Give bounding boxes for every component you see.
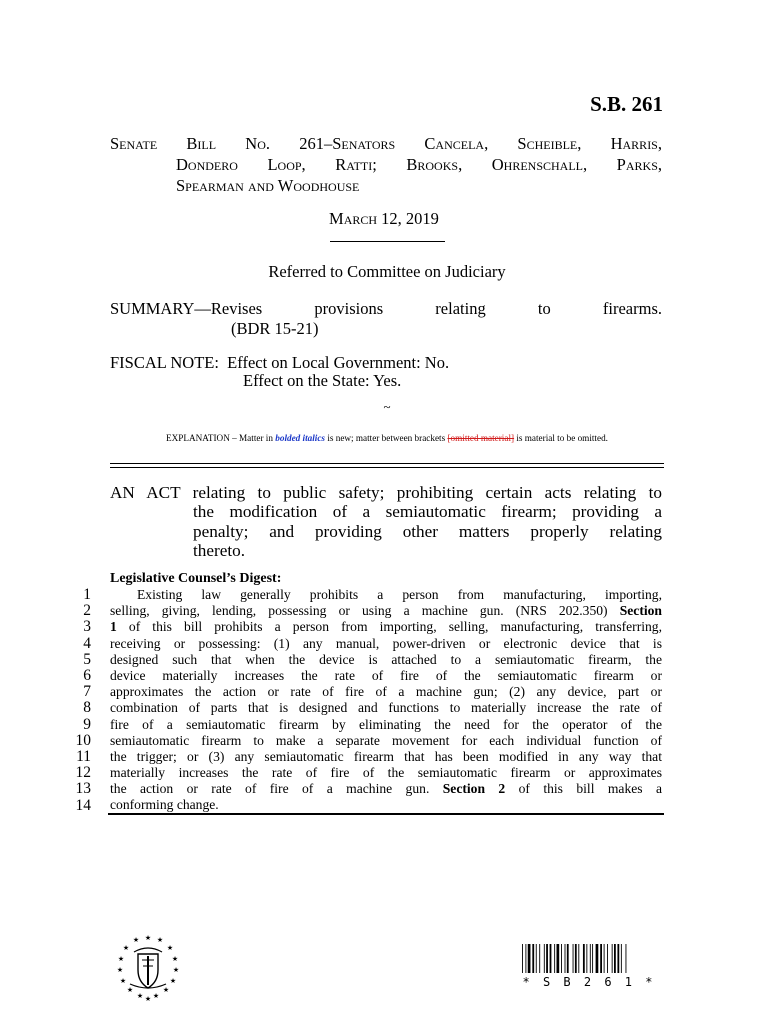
barcode-bar (604, 944, 605, 973)
barcode-bar (617, 944, 619, 973)
barcode-bar (528, 944, 531, 973)
digest-line-numbers (58, 587, 91, 814)
barcode-bar (557, 944, 560, 973)
digest-line: semiautomatic firearm to make a separate movement for each individual function of (110, 732, 662, 748)
barcode-bar (561, 944, 562, 973)
digest-line: Existing law generally prohibits a person from manufacturing, importing, (137, 587, 662, 602)
digest-line: the trigger; or (3) any semiautomatic firearm that has been modified in any way that (110, 748, 662, 764)
svg-text:★: ★ (166, 944, 174, 952)
fiscal-note-line-1: FISCAL NOTE: Effect on Local Government: No. (110, 353, 450, 372)
barcode-bar (600, 944, 602, 973)
barcode-bar (578, 944, 579, 973)
line-number: 8 (83, 699, 91, 717)
sponsors-line-2: Dondero Loop, Ratti; Brooks, Ohrenschall, Parks, (176, 155, 662, 174)
summary-bdr: (BDR 15-21) (231, 319, 319, 338)
line-number: 7 (83, 683, 91, 701)
line-number: 9 (83, 715, 91, 733)
svg-text:★: ★ (162, 986, 170, 994)
section-ref: 1 (110, 619, 117, 635)
digest-line: receiving or possessing: (1) any manual, power-driven or electronic device that is (110, 635, 662, 651)
explanation-prefix: EXPLANATION – Matter in (166, 433, 276, 443)
digest-line: fire of a semiautomatic firearm by eliminating the need for the operator of the (110, 716, 662, 732)
barcode-bar (621, 944, 622, 973)
sponsors-block (110, 133, 662, 196)
act-line-2: the modification of a semiautomatic firearm; providing a (193, 502, 662, 522)
sponsors-line-3: Spearman and Woodhouse (176, 176, 360, 195)
barcode-bar (590, 944, 591, 973)
explanation-suffix: is material to be omitted. (514, 433, 608, 443)
barcode-bar (532, 944, 534, 973)
line-number: 6 (83, 667, 91, 685)
barcode-bar (575, 944, 577, 973)
digest-line: device materially increases the rate of fire of the semiautomatic firearm or (110, 667, 662, 683)
svg-text:★: ★ (136, 992, 144, 1000)
line-number: 10 (75, 731, 91, 749)
act-line-1: AN ACT relating to public safety; prohibiting certain acts relating to (110, 483, 662, 502)
line-number: 14 (75, 796, 91, 814)
explanation-note (0, 433, 768, 443)
svg-text:★: ★ (171, 955, 179, 963)
explanation-middle: is new; matter between brackets (325, 433, 448, 443)
digest-line (110, 781, 662, 797)
line-number: 13 (75, 780, 91, 798)
barcode-bar (607, 944, 608, 973)
svg-text:★: ★ (132, 936, 140, 944)
section-ref: Section (619, 603, 662, 619)
svg-text:★: ★ (119, 977, 127, 985)
line-number: 3 (83, 618, 91, 636)
barcode-bar (539, 944, 540, 973)
section-ref: Section 2 (442, 781, 506, 797)
digest-line: designed such that when the device is attached to a semiautomatic firearm, the (110, 651, 662, 667)
svg-text:★: ★ (172, 966, 180, 974)
line-number: 2 (83, 602, 91, 620)
barcode-bar (596, 944, 599, 973)
svg-text:★: ★ (169, 977, 177, 985)
barcode-bar (573, 944, 574, 973)
digest-text: selling, giving, lending, possessing or using a machine gun. (NRS 202.350) (110, 603, 608, 619)
barcode-bar (583, 944, 585, 973)
barcode-bar (522, 944, 523, 973)
barcode-bar (612, 944, 613, 973)
barcode-bar (550, 944, 552, 973)
digest-text: of this bill prohibits a person from importing, selling, manufacturing, transferring, (128, 619, 662, 635)
barcode-bar (525, 944, 526, 973)
svg-text:★: ★ (126, 986, 134, 994)
digest-text: the action or rate of fire of a machine gun. (110, 781, 430, 797)
barcode-bar (565, 944, 566, 973)
line-number: 12 (75, 764, 91, 782)
state-seal-icon (112, 932, 184, 1004)
digest-line: conforming change. (110, 797, 219, 813)
digest-line: approximates the action or rate of fire of a machine gun; (2) any device, part or (110, 684, 662, 700)
date-divider (330, 241, 445, 242)
svg-text:★: ★ (117, 955, 125, 963)
svg-text:★: ★ (116, 966, 124, 974)
summary-line-1: SUMMARY—Revises provisions relating to firearms. (110, 299, 662, 318)
barcode-text: * S B 2 6 1 * (522, 975, 656, 989)
bill-date: March 12, 2019 (329, 209, 439, 228)
act-line-3: penalty; and providing other matters properly relating (193, 521, 662, 541)
svg-text:★: ★ (144, 934, 152, 942)
digest-line: combination of parts that is designed and functions to materially increase the rate of (110, 700, 662, 716)
svg-text:★: ★ (122, 944, 130, 952)
barcode-bar (544, 944, 545, 973)
act-title (110, 483, 662, 560)
digest-text: of this bill makes a (518, 781, 662, 797)
barcode-bar (614, 944, 616, 973)
barcode-bar (592, 944, 593, 973)
bottom-divider (108, 813, 664, 815)
barcode-bar (546, 944, 548, 973)
barcode-bar (567, 944, 569, 973)
tilde-separator: ~ (383, 399, 391, 414)
committee-referral: Referred to Committee on Judiciary (268, 262, 506, 281)
svg-text:★: ★ (152, 992, 160, 1000)
summary-block (110, 299, 662, 339)
digest-line (110, 603, 662, 619)
digest-line: materially increases the rate of fire of the semiautomatic firearm or approximates (110, 765, 662, 781)
barcode-bar (626, 944, 627, 973)
fiscal-note (110, 354, 449, 390)
line-number: 1 (83, 586, 91, 603)
double-rule-bottom (110, 467, 664, 468)
double-rule-top (110, 463, 664, 464)
digest-line (110, 619, 662, 635)
explanation-new-text: bolded italics (275, 433, 326, 443)
explanation-omitted-text: [omitted material] (447, 433, 515, 443)
digest-body (110, 587, 662, 814)
sponsors-line-1: Senate Bill No. 261–Senators Cancela, Scheible, Harris, (110, 134, 662, 153)
line-number: 11 (76, 748, 91, 766)
bill-number: S.B. 261 (590, 92, 663, 116)
fiscal-note-line-2: Effect on the State: Yes. (243, 371, 402, 390)
svg-text:★: ★ (144, 995, 152, 1003)
line-number: 5 (83, 650, 91, 668)
barcode-bar (536, 944, 537, 973)
act-line-4: thereto. (193, 540, 246, 560)
barcode-bar (554, 944, 555, 973)
digest-title: Legislative Counsel’s Digest: (110, 571, 282, 586)
barcode-bar (586, 944, 587, 973)
line-number: 4 (83, 634, 91, 652)
svg-text:★: ★ (156, 936, 164, 944)
